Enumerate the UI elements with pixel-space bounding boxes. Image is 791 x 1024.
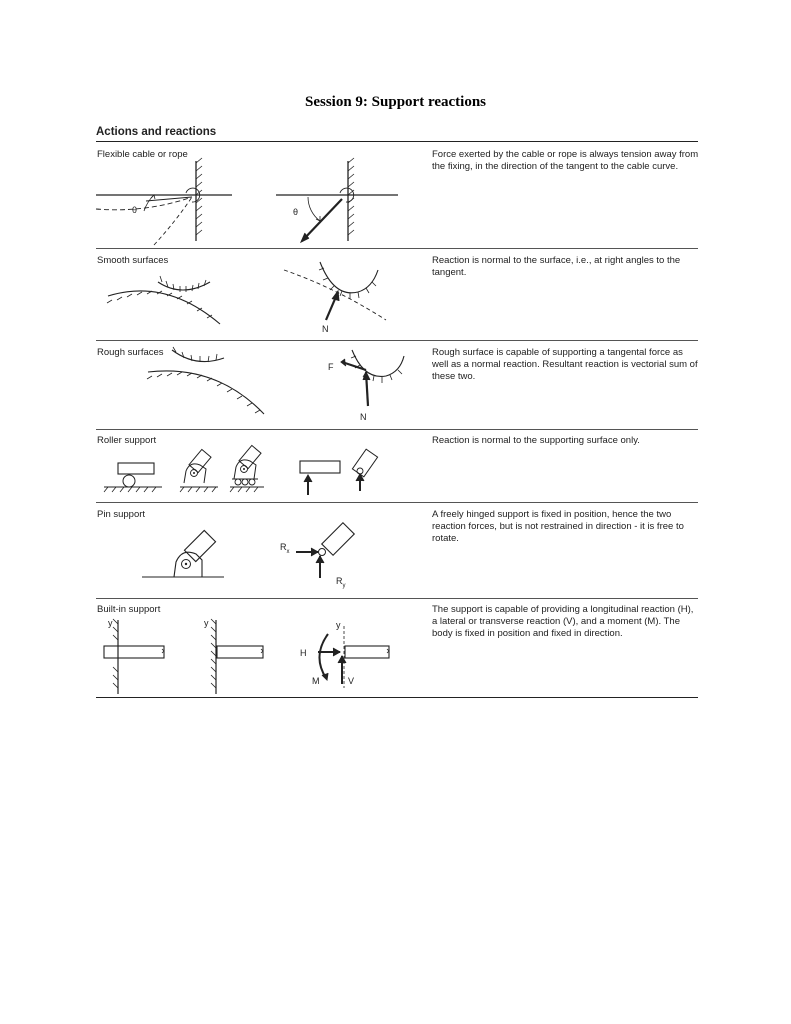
reaction-rx-label: $R_x$: [280, 542, 290, 555]
normal-label-smooth: N: [322, 324, 329, 334]
row-description-built-in: The support is capable of providing a longitudinal reaction (H), a lateral or transverse reaction (V), and a moment (M). The body is fixed in position and fixed in direction.: [432, 604, 694, 639]
smooth-figure-2: [284, 262, 386, 334]
table-bottom-rule: [96, 697, 698, 698]
diagram-built-in: [96, 598, 426, 698]
reaction-ry-label: $R_y$: [336, 576, 346, 589]
roller-figure-beam: [104, 463, 162, 492]
diagram-pin: [96, 502, 426, 596]
diagram-smooth: [96, 248, 426, 340]
reaction-v-label: V: [348, 676, 355, 686]
friction-label: F: [328, 362, 334, 372]
diagram-cable: [96, 141, 426, 247]
axis-y-label-3: y: [336, 620, 341, 630]
diagram-rough: [96, 340, 426, 430]
roller-figure-pinned-1: [180, 449, 218, 492]
moment-m-label: M: [312, 676, 320, 686]
reaction-h-label: H: [300, 648, 307, 658]
pin-figure-2: [280, 523, 354, 589]
row-description-smooth: Reaction is normal to the surface, i.e., at right angles to the tangent.: [432, 255, 681, 278]
angle-theta-1: θ: [132, 205, 138, 215]
roller-figure-pinned-2: [230, 445, 264, 492]
smooth-figure-1: [107, 276, 220, 324]
row-label-rough: Rough surfaces: [97, 347, 164, 358]
row-description-rough: Rough surface is capable of supporting a tangental force as well as a normal reaction. Resultant reaction is vectorial sum of these two.: [432, 347, 698, 382]
row-label-cable: Flexible cable or rope: [97, 149, 188, 160]
cable-figure-2: [276, 158, 398, 242]
section-heading: Actions and reactions: [96, 126, 217, 138]
built-in-figure-3: [300, 620, 389, 688]
rough-figure-2: [328, 350, 404, 422]
normal-label-rough: N: [360, 412, 367, 422]
row-label-smooth: Smooth surfaces: [97, 255, 169, 266]
diagram-roller: [96, 429, 426, 503]
cable-figure-1: [96, 158, 232, 245]
page-title: Session 9: Support reactions: [305, 94, 486, 110]
roller-figure-reaction-pinned: [352, 449, 377, 491]
row-description-cable: Force exerted by the cable or rope is always tension away from the fixing, in the direction of the tangent to the cable curve.: [432, 149, 699, 172]
pin-figure-1: [142, 530, 224, 577]
axis-y-label-1: y: [108, 618, 113, 628]
axis-y-label-2: y: [204, 618, 209, 628]
row-description-roller: Reaction is normal to the supporting surface only.: [432, 435, 640, 446]
rough-figure-1: [147, 347, 264, 414]
angle-theta-2: θ: [293, 207, 299, 217]
built-in-figure-2: [204, 618, 263, 694]
row-label-roller: Roller support: [97, 435, 157, 446]
row-description-pin: A freely hinged support is fixed in position, hence the two reaction forces, but is not restrained in direction - it is free to rotate.: [432, 509, 684, 544]
roller-figure-reaction-beam: [300, 461, 340, 495]
built-in-figure-1: [104, 618, 164, 694]
row-label-pin: Pin support: [97, 509, 146, 520]
row-label-built-in: Built-in support: [97, 604, 161, 615]
